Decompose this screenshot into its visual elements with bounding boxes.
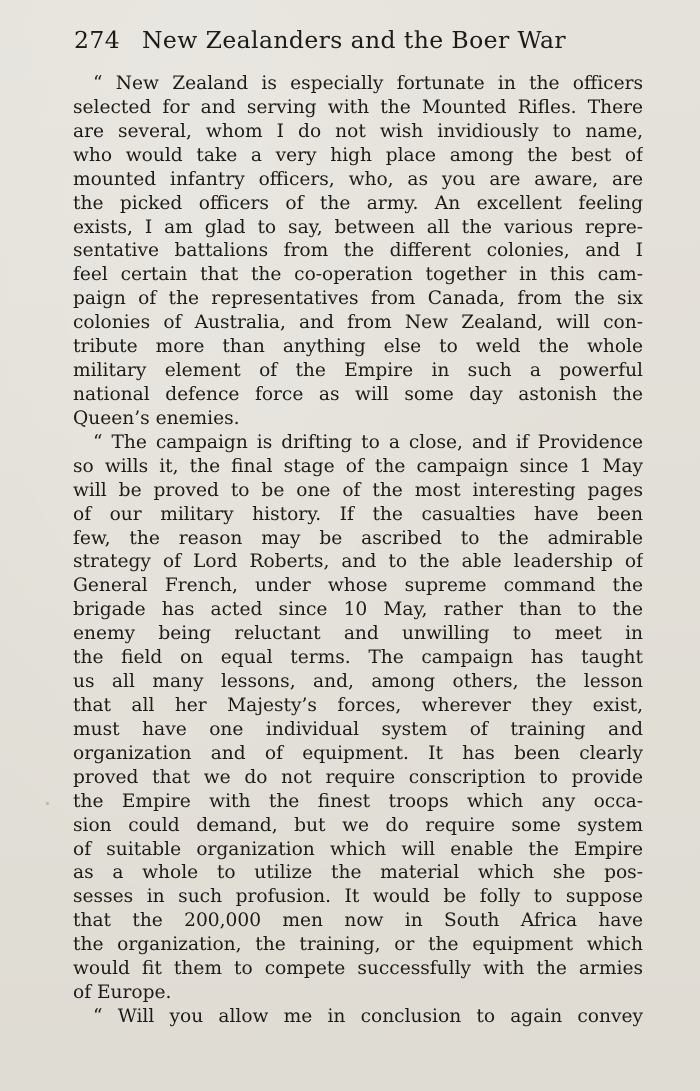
paper-speck: [46, 802, 49, 805]
body-text: [73, 72, 643, 1029]
text-line: enemy being reluctant and unwilling to meet in: [73, 623, 643, 645]
text-line: selected for and serving with the Mounted Rifles. There: [73, 96, 643, 118]
text-line: are several, whom I do not wish invidiously to name,: [73, 120, 643, 142]
text-line: us all many lessons, and, among others, the lesson: [73, 671, 643, 693]
text-line: that all her Majesty’s forces, wherever they exist,: [73, 694, 643, 716]
text-line: General French, under whose supreme command the: [73, 575, 643, 597]
text-line: must have one individual system of training and: [73, 718, 643, 740]
text-line: paign of the representatives from Canada, from the six: [73, 288, 643, 310]
text-line: feel certain that the co-operation together in this cam-: [73, 264, 643, 286]
text-line: mounted infantry officers, who, as you are aware, are: [73, 168, 643, 190]
text-line: the field on equal terms. The campaign has taught: [73, 647, 643, 669]
page-number: 274: [74, 26, 121, 54]
text-line: will be proved to be one of the most interesting pages: [73, 479, 643, 501]
text-line: Queen’s enemies.: [73, 407, 240, 429]
text-line: sion could demand, but we do require some system: [73, 814, 643, 836]
text-line: organization and of equipment. It has been clearly: [73, 742, 643, 764]
text-line: the Empire with the finest troops which any occa-: [73, 790, 643, 812]
text-line: “ Will you allow me in conclusion to again convey: [93, 1005, 643, 1027]
text-line: sesses in such profusion. It would be folly to suppose: [73, 886, 643, 908]
text-line: of suitable organization which will enable the Empire: [73, 838, 643, 860]
text-line: that the 200,000 men now in South Africa have: [73, 910, 643, 932]
text-line: tribute more than anything else to weld the whole: [73, 336, 643, 358]
text-line: as a whole to utilize the material which she pos-: [73, 862, 643, 884]
text-line: “ New Zealand is especially fortunate in the officers: [93, 73, 643, 94]
text-line: exists, I am glad to say, between all the various repre-: [73, 216, 643, 238]
text-line: who would take a very high place among the best of: [73, 144, 643, 166]
running-head: [74, 26, 644, 62]
text-line: would fit them to compete successfully with the armies: [73, 958, 643, 980]
text-line: strategy of Lord Roberts, and to the able leadership of: [73, 551, 643, 573]
text-line: brigade has acted since 10 May, rather than to the: [73, 599, 643, 621]
text-line: sentative battalions from the different colonies, and I: [73, 240, 643, 262]
text-line: national defence force as will some day astonish the: [73, 383, 643, 405]
text-line: “ The campaign is drifting to a close, and if Providence: [93, 431, 643, 453]
text-line: the picked officers of the army. An excellent feeling: [73, 192, 643, 214]
text-line: the organization, the training, or the equipment which: [73, 934, 643, 956]
text-line: so wills it, the final stage of the campaign since 1 May: [73, 455, 643, 477]
text-line: few, the reason may be ascribed to the admirable: [73, 527, 643, 549]
text-line: military element of the Empire in such a powerful: [73, 360, 643, 382]
text-line: of our military history. If the casualties have been: [73, 503, 643, 525]
running-title: New Zealanders and the Boer War: [141, 26, 567, 54]
text-line: proved that we do not require conscription to provide: [73, 766, 643, 788]
text-line: colonies of Australia, and from New Zealand, will con-: [73, 312, 643, 334]
text-line: of Europe.: [73, 982, 172, 1004]
